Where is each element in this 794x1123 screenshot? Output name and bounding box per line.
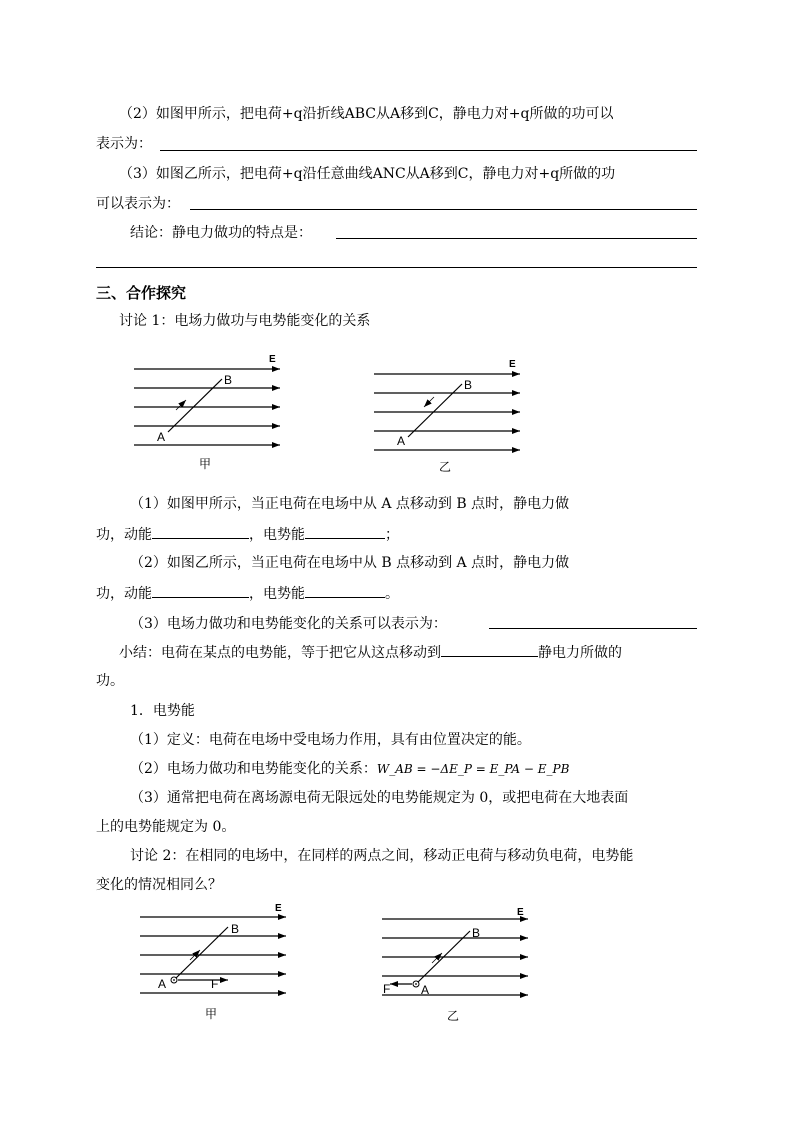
- field-label: E: [509, 359, 516, 370]
- point-b-label: B: [231, 922, 240, 936]
- field-label: E: [517, 907, 524, 918]
- potential-energy-definition: （1）定义：电荷在电场中受电场力作用，具有由位置决定的能。: [130, 732, 531, 748]
- motion-arrow: [432, 953, 442, 963]
- section-heading: 三、合作探究: [96, 284, 187, 302]
- discussion-2-line2: 变化的情况相同么？: [96, 877, 222, 893]
- potential-energy-title: 1．电势能: [130, 703, 195, 719]
- answer-blank-2: [160, 150, 697, 151]
- answer-blank-3: [190, 209, 697, 210]
- question-2-line2: 表示为：: [96, 136, 152, 152]
- discussion-1-q1-line1: （1）如图甲所示，当正电荷在电场中从 A 点移动到 B 点时，静电力做: [130, 496, 570, 512]
- q1-potential-label: ，电势能: [249, 527, 305, 543]
- q2-potential-blank: [305, 583, 385, 598]
- point-a-label: A: [421, 983, 430, 997]
- zero-reference-line1: （3）通常把电荷在离场源电荷无限远处的电势能规定为 0，或把电荷在大地表面: [130, 790, 629, 806]
- field-diagram-yi-2: [378, 900, 538, 1028]
- field-label: E: [269, 354, 276, 365]
- q2-potential-label: ，电势能: [249, 586, 305, 602]
- caption-jia: 甲: [205, 1007, 218, 1021]
- motion-arrow: [176, 400, 186, 410]
- force-label: F: [211, 977, 219, 991]
- q3-blank: [489, 628, 697, 629]
- discussion-1-q3: （3）电场力做功和电势能变化的关系可以表示为：: [130, 616, 447, 632]
- field-label: E: [275, 903, 282, 914]
- field-diagram-jia-2: [136, 898, 296, 1026]
- point-a-label: A: [157, 430, 166, 444]
- field-diagram-jia-1: [130, 350, 290, 472]
- point-b-label: B: [224, 373, 233, 387]
- point-b-label: B: [472, 926, 481, 940]
- conclusion-label: 结论：静电力做功的特点是：: [130, 225, 312, 241]
- discussion-1-q1-line2: 功，动能 ，电势能 ；: [96, 524, 399, 545]
- motion-arrow: [424, 397, 434, 407]
- conclusion-blank: [336, 238, 697, 239]
- caption-yi: 乙: [439, 460, 452, 474]
- q2-kinetic-label: 功，动能: [96, 586, 152, 602]
- q1-potential-blank: [305, 524, 385, 539]
- path-line: [408, 384, 462, 437]
- question-3-line2: 可以表示为：: [96, 196, 180, 212]
- q1-kinetic-label: 功，动能: [96, 527, 152, 543]
- summary-line2: 功。: [96, 673, 124, 689]
- discussion-1-q2-line2: 功，动能 ，电势能 。: [96, 583, 399, 604]
- point-a-label: A: [397, 434, 406, 448]
- force-label: F: [383, 982, 391, 996]
- relation-formula: W_AB = −ΔE_P = E_PA − E_PB: [376, 762, 570, 776]
- q1-kinetic-blank: [152, 524, 249, 539]
- conclusion-blank-2: [96, 267, 697, 268]
- discussion-1-title: 讨论 1：电场力做功与电势能变化的关系: [119, 313, 371, 329]
- path-line: [168, 379, 222, 432]
- caption-jia: 甲: [199, 457, 212, 471]
- discussion-2-line1: 讨论 2：在相同的电场中，在同样的两点之间，移动正电荷与移动负电荷，电势能: [130, 848, 634, 864]
- path-line: [174, 927, 228, 980]
- question-2-line1: （2）如图甲所示，把电荷+q沿折线ABC从A移到C，静电力对+q所做的功可以: [119, 106, 614, 122]
- summary-line: 小结：电荷在某点的电势能，等于把它从这点移动到 静电力所做的: [119, 642, 622, 663]
- zero-reference-line2: 上的电势能规定为 0。: [96, 819, 236, 835]
- q2-kinetic-blank: [152, 583, 249, 598]
- discussion-1-q2-line1: （2）如图乙所示，当正电荷在电场中从 B 点移动到 A 点时，静电力做: [130, 555, 570, 571]
- field-diagram-yi-1: [370, 355, 530, 477]
- caption-yi: 乙: [447, 1009, 460, 1023]
- point-a-label: A: [158, 977, 167, 991]
- question-3-line1: （3）如图乙所示，把电荷+q沿任意曲线ANC从A移到C，静电力对+q所做的功: [119, 166, 616, 182]
- point-b-label: B: [464, 378, 473, 392]
- summary-blank: [441, 642, 538, 657]
- relation-line: （2）电场力做功和电势能变化的关系：W_AB = −ΔE_P = E_PA − E_PB: [130, 761, 570, 777]
